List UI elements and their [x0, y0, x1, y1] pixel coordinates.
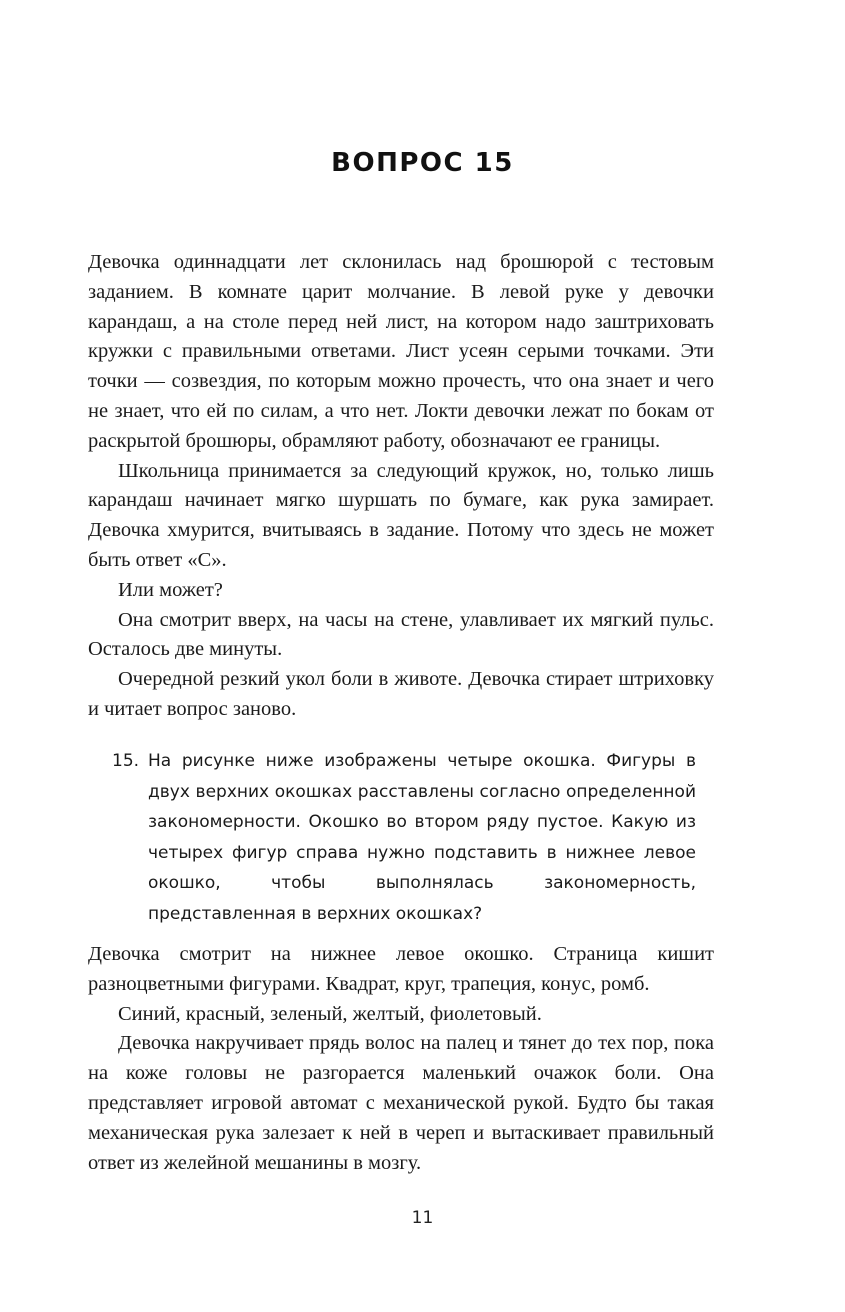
question-text: На рисунке ниже изображены четыре окошка. Фигуры в двух верхних окошках расставлены согласно определенной закономерности. Окошко во втором ряду пустое. Какую из четырех фигур справа нужно подставить в нижнее левое окошко, чтобы выполнялась закономерность, представленная в верхних окошках? — [148, 751, 696, 924]
page-number: 11 — [411, 1208, 434, 1228]
paragraph: Очередной резкий укол боли в животе. Девочка стирает штриховку и читает вопрос заново. — [88, 668, 714, 720]
paragraph: Девочка одиннадцати лет склонилась над брошюрой с тестовым заданием. В комнате царит молчание. В левой руке у девочки карандаш, а на столе перед ней лист, на котором надо заштриховать кружки с правильными ответами. Лист усеян серыми точками. Эти точки — созвездия, по которым можно прочесть, что она знает и чего не знает, что ей по силам, а что нет. Локти девочки лежат по бокам от раскрытой брошюры, обрамляют работу, обозначают ее границы. — [88, 251, 714, 452]
text-block-top — [88, 248, 714, 725]
paragraph: Она смотрит вверх, на часы на стене, улавливает их мягкий пульс. Осталось две минуты. — [88, 608, 714, 661]
paragraph: Девочка накручивает прядь волос на палец и тянет до тех пор, пока на коже головы не разгорается маленький очажок боли. Она представляет игровой автомат с механической рукой. Будто бы такая механическая рука залезает к ней в череп и вытаскивает правильный ответ из желейной мешанины в мозгу. — [88, 1032, 714, 1174]
text-block-bottom — [88, 940, 714, 1178]
paragraph: Девочка смотрит на нижнее левое окошко. Страница кишит разноцветными фигурами. Квадрат, круг, трапеция, конус, ромб. — [88, 943, 714, 995]
paragraph: Или может? — [118, 578, 223, 601]
paragraph: Синий, красный, зеленый, желтый, фиолетовый. — [118, 1002, 542, 1025]
chapter-title: ВОПРОС 15 — [331, 148, 514, 178]
test-question — [112, 746, 714, 929]
paragraph: Школьница принимается за следующий кружок, но, только лишь карандаш начинает мягко шуршать по бумаге, как рука замирает. Девочка хмурится, вчитываясь в задание. Потому что здесь не может быть ответ «C». — [88, 459, 714, 571]
question-number: 15. — [112, 751, 140, 771]
